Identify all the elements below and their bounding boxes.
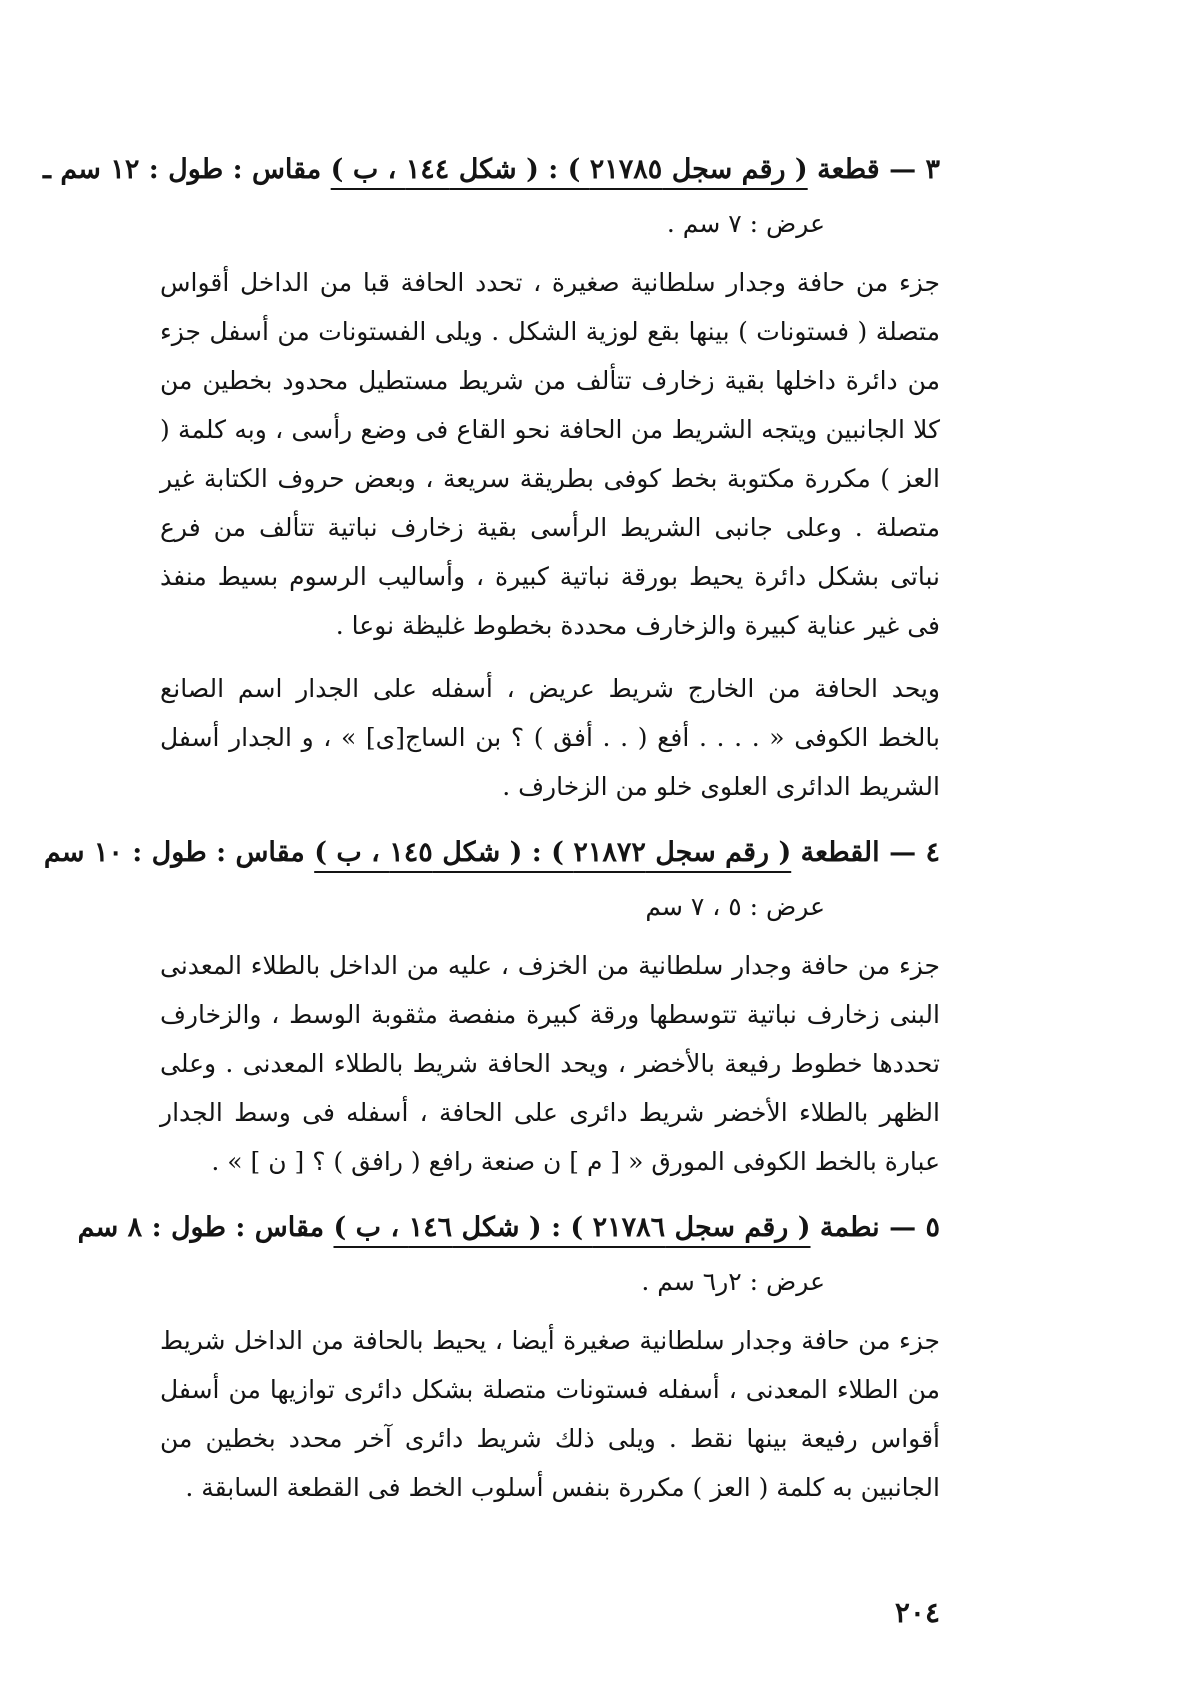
entry-title: القطعة — [800, 837, 880, 868]
entry-title: نطمة — [819, 1212, 880, 1243]
entry-width: عرض : ٥ ، ٧ سم — [645, 892, 825, 921]
entry-reference: ( رقم سجل ٢١٧٨٥ ) : ( شكل ١٤٤ ، ب ) — [330, 154, 808, 185]
entry-reference: ( رقم سجل ٢١٨٧٢ ) : ( شكل ١٤٥ ، ب ) — [314, 837, 792, 868]
entry-width: عرض : ٢ر٦ سم . — [641, 1267, 825, 1296]
entry-4 — [43, 833, 940, 1186]
entry-width: عرض : ٧ سم . — [666, 209, 825, 238]
entry-paragraph: جزء من حافة وجدار سلطانية صغيرة أيضا ، يحيط بالحافة من الداخل شريط من الطلاء المعدنى ، أسفله فستونات متصلة بشكل دائرى توازيها من أسفل أقواس رفيعة بينها نقط . ويلى ذلك شريط دائرى آخر محدد بخطين من الجانبين به كلمة ( العز ) مكررة بنفس أسلوب الخط فى القطعة السابقة . — [160, 1326, 940, 1502]
entry-heading — [43, 833, 940, 873]
entry-heading — [43, 150, 940, 190]
entry-dimensions: مقاس : طول : ١٢ سم ـ — [43, 154, 322, 185]
entry-dimensions: مقاس : طول : ١٠ سم — [43, 837, 305, 868]
entry-paragraph: جزء من حافة وجدار سلطانية صغيرة ، تحدد الحافة قبا من الداخل أقواس متصلة ( فستونات ) بينها بقع لوزية الشكل . ويلى الفستونات من أسفل جزء من دائرة داخلها بقية زخارف تتألف من شريط مستطيل محدود بخطين من كلا الجانبين ويتجه الشريط من الحافة نحو القاع فى وضع رأسى ، وبه كلمة ( العز ) مكررة مكتوبة بخط كوفى بطريقة سريعة ، وبعض حروف الكتابة غير متصلة . وعلى جانبى الشريط الرأسى بقية زخارف نباتية تتألف من فرع نباتى بشكل دائرة يحيط بورقة نباتية كبيرة ، وأساليب الرسوم بسيط منفذ فى غير عناية كبيرة والزخارف محددة بخطوط غليظة نوعا . — [160, 268, 940, 640]
entry-heading — [77, 1208, 940, 1248]
document-page — [43, 150, 940, 1512]
entry-dimensions: مقاس : طول : ٨ سم — [77, 1212, 325, 1243]
entry-number: ٣ — — [889, 154, 940, 185]
entry-5 — [77, 1208, 940, 1512]
entry-number: ٥ — — [889, 1212, 940, 1243]
entry-paragraph: ويحد الحافة من الخارج شريط عريض ، أسفله على الجدار اسم الصانع بالخط الكوفى « . . . . أفع ( . . أفق ) ؟ بن الساج[ى] » ، و الجدار أسفل الشريط الدائرى العلوى خلو من الزخارف . — [160, 674, 940, 801]
entry-number: ٤ — — [889, 837, 940, 868]
page-number: ٢٠٤ — [894, 1596, 940, 1629]
entry-title: قطعة — [817, 154, 880, 185]
entry-reference: ( رقم سجل ٢١٧٨٦ ) : ( شكل ١٤٦ ، ب ) — [333, 1212, 811, 1243]
entry-3 — [43, 150, 940, 811]
entry-paragraph: جزء من حافة وجدار سلطانية من الخزف ، عليه من الداخل بالطلاء المعدنى البنى زخارف نباتية تتوسطها ورقة كبيرة منفصة مثقوبة الوسط ، والزخارف تحددها خطوط رفيعة بالأخضر ، ويحد الحافة شريط بالطلاء المعدنى . وعلى الظهر بالطلاء الأخضر شريط دائرى على الحافة ، أسفله فى وسط الجدار عبارة بالخط الكوفى المورق « [ م ] ن صنعة رافع ( رافق ) ؟ [ ن ] » . — [160, 951, 940, 1176]
